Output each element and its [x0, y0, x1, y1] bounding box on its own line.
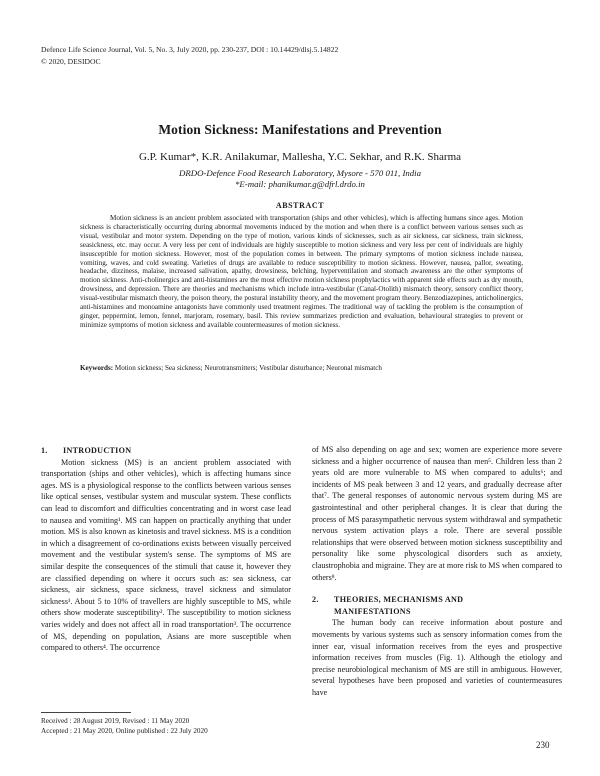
affiliation: DRDO-Defence Food Research Laboratory, Mysore - 570 011, India — [178, 168, 422, 178]
copyright-line: © 2020, DESIDOC — [41, 56, 101, 66]
left-column — [41, 445, 291, 654]
section-1-heading — [41, 445, 291, 457]
section-1-number: 1. — [41, 446, 48, 455]
corresponding-email: *E-mail: phanikumar.g@dfrl.drdo.in — [235, 179, 365, 189]
section-2-heading — [312, 594, 562, 617]
intro-continuation: of MS also depending on age and sex; women are experience more severe sickness and a higher occurrence of nausea than men⁵. Children less than 2 years old are more vulnerable to MS when compared to adults⁶; and incidents of MS peak between 3 and 12 years, and gradually decrease after that⁷. The general responses of autonomic nervous system during MS are gastrointestinal and other peripheral changes. It is clear that during the process of MS parasympathetic nervous system withdrawal and sympathetic nervous system activation plays a role. There are several possible relationships that were observed between motion sickness susceptibility and personality like some physcological disorders such as anxiety, claustrophobia and migraine. They are at more risk to MS when compared to others⁸. — [312, 445, 562, 582]
footnote-rule — [41, 712, 131, 713]
section-1-paragraph: Motion sickness (MS) is an ancient problem associated with transportation (ships and other vehicles), which is affecting humans since ages. MS is a physiological response to the conflicts between various senses like optical senses, vestibular system and muscular system. These conflicts can lead to discomfort and difficulties concentrating and in worst case lead to nausea and vomiting¹. MS can happen on practically anything that under motion. MS is also known as kinetosis and travel sickness. MS is a condition in which a disagreement of co-ordinations exists between visually perceived movement and the vestibular system's sense. The symptoms of MS are similar despite the consequences of the stimuli that cause it, however they are classified depending on where it occurs such as: sea sickness, car sickness, air sickness, space sickness, travel sickness and simulator sickness¹. About 5 to 10% of travellers are highly susceptible to MS, while others show moderate susceptibility². The susceptibility to motion sickness varies widely and does not affect all in road transportation³. The occurrence of MS, depending on population, Asians are more susceptible when compared to others⁴. The occurrence — [41, 457, 291, 653]
keywords-label: Keywords: — [80, 364, 114, 372]
paper-title: Motion Sickness: Manifestations and Prevention — [158, 122, 442, 137]
affiliation-block — [0, 168, 600, 190]
page-number: 230 — [536, 740, 550, 750]
section-1-title: INTRODUCTION — [63, 446, 132, 455]
abstract-heading: ABSTRACT — [275, 201, 325, 210]
keywords-line — [80, 364, 523, 373]
section-2-number: 2. — [312, 595, 319, 605]
section-2-title-line2: MANIFESTATIONS — [334, 606, 411, 616]
section-2-title-line1: THEORIES, MECHANISMS AND — [334, 595, 464, 605]
abstract-text: Motion sickness is an ancient problem associated with transportation (ships and other vehicles), which is affecting humans since ages. Motion sickness is characteristically occurring during abnormal movements induced by the motion and when there is a conflict between various senses such as visual, vestibular and motor system. Depending on the type of motion, various kinds of sicknesses, such as air sickness, car sickness, train sickness, seasickness, etc. may occur. A very less per cent of individuals are highly susceptible to motion sickness and very less per cent of individuals are highly insusceptible for motion sickness. However, most of the population comes in between. The primary symptoms of motion sickness include nausea, vomiting, waves, and cold sweating. Varieties of drugs are available to reduce susceptibility to motion sickness. However, nausea, pallor, sweating, headache, dizziness, malaise, increased salivation, apathy, drowsiness, belching, hyperventilation and stomach awareness are the other symptoms of motion sickness. Anti-cholinergics and anti-histamines are the most effective motion sickness prophylactics with apparent side effects such as dry mouth, drowsiness, and depression. There are theories and mechanisms which include intra-vestibular (Canal-Otolith) mismatch theory, sensory conflict theory, visual-vestibular mismatch theory, the poison theory, the postural instability theory, and the movement program theory. Benzodiazepines, anticholinergics, anti-histamines and monoamine antagonists have commonly used treatment regimes. The traditional way of tackling the problem is the consumption of ginger, peppermint, lemon, fennel, marjoram, rosemary, basil. This review summarizes prediction and evaluation, behavioural strategies to prevent or minimize symptoms of motion sickness and available countermeasures of motion sickness. — [80, 214, 523, 329]
footnote-accepted: Accepted : 21 May 2020, Online published : 22 July 2020 — [41, 727, 208, 735]
footnote — [41, 716, 301, 736]
right-column — [312, 444, 562, 698]
journal-header — [41, 44, 561, 67]
author-list: G.P. Kumar*, K.R. Anilakumar, Mallesha, Y.C. Sekhar, and R.K. Sharma — [138, 151, 462, 163]
journal-citation: Defence Life Science Journal, Vol. 5, No. 3, July 2020, pp. 230-237, DOI : 10.14429/dlsj.5.14822 — [41, 45, 339, 54]
footnote-received: Received : 28 August 2019, Revised : 11 May 2020 — [41, 717, 190, 725]
section-2-paragraph: The human body can receive information about posture and movements by various systems such as sensory information comes from the inner ear, visual information receives from the eyes and prospective information receives from muscles (Fig. 1). Although the etiology and precise neurobiological mechanism of MS are still in ambiguous. However, several hypotheses have been proposed and varieties of countermeasures have — [312, 618, 562, 697]
keywords-text: Motion sickness; Sea sickness; Neurotransmitters; Vestibular disturbance; Neuronal mismatch — [114, 364, 382, 372]
